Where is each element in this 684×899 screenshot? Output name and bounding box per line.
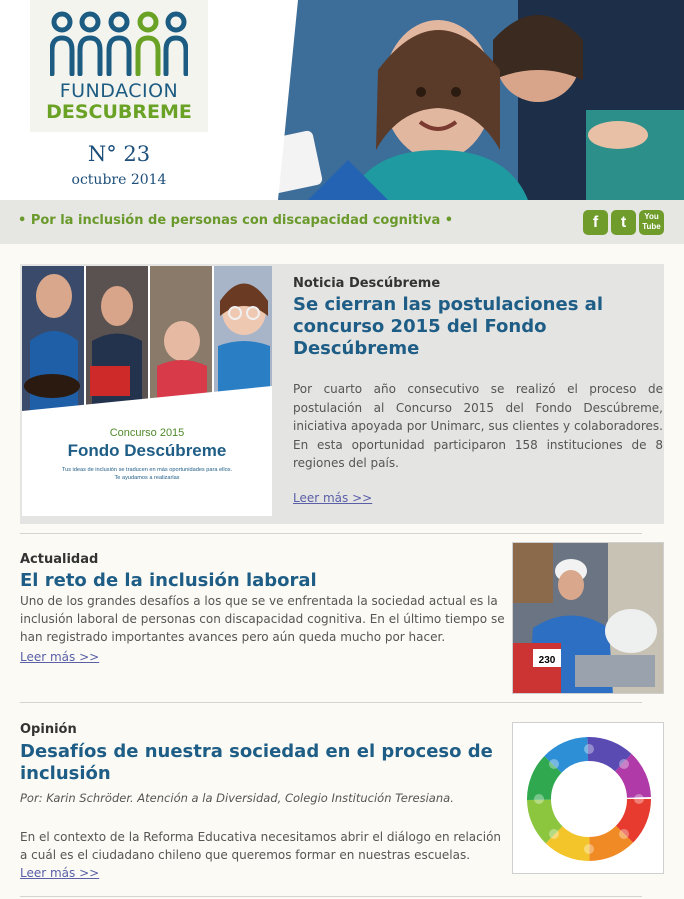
people-logo-icon — [50, 10, 188, 76]
youtube-text-tube: Tube — [642, 222, 661, 231]
article-2-text: En el contexto de la Reforma Educativa necesitamos abrir el diálogo en relación a cuál es el ciudadano chileno que queremos formar en nuestras escuelas. — [20, 830, 502, 862]
article-2-image[interactable] — [512, 722, 664, 874]
feature-image-caption-3: Tus ideas de inclusión se traducen en más oportunidades para ellos. — [61, 467, 233, 473]
feature-image-caption-1: Concurso 2015 — [109, 427, 185, 439]
youtube-icon[interactable] — [639, 210, 664, 235]
feature-read-more-link[interactable]: Leer más >> — [293, 491, 373, 505]
article-1-text: Uno de los grandes desafíos a los que se ve enfrentada la sociedad actual es la inclusión laboral de personas con discapacidad cognitiva. En el último tiempo se han registrado importantes avances pero aún queda mucho por hacer. — [20, 594, 505, 644]
twitter-icon[interactable]: t — [611, 210, 636, 235]
feature-article — [20, 264, 664, 524]
puzzle-ring-icon — [513, 723, 664, 874]
facebook-icon[interactable]: f — [583, 210, 608, 235]
issue-number: N° 23 — [87, 142, 151, 166]
header — [0, 0, 684, 200]
article-2-category: Opinión — [20, 722, 77, 737]
article-1-category: Actualidad — [20, 552, 99, 567]
divider — [20, 896, 642, 897]
article-1-title[interactable]: El reto de la inclusión laboral — [20, 570, 317, 591]
feature-image-caption-4: Te ayudamos a realizarlas — [114, 475, 180, 481]
hero-photo — [238, 0, 684, 200]
youtube-text-you: You — [644, 212, 659, 221]
feature-title[interactable]: Se cierran las postulaciones al concurso 2015 del Fondo Descúbreme — [293, 294, 603, 359]
article-1-read-more-link[interactable]: Leer más >> — [20, 650, 100, 664]
logo-text-fundacion: FUNDACION — [59, 80, 179, 102]
feature-category: Noticia Descúbreme — [293, 276, 441, 291]
logo[interactable] — [30, 0, 208, 132]
article-2-author: Por: Karin Schröder. Atención a la Diversidad, Colegio Institución Teresiana. — [20, 791, 454, 805]
article-1-image[interactable] — [512, 542, 664, 694]
article-1-image-price: 230 — [538, 655, 556, 666]
feature-text: Por cuarto año consecutivo se realizó el proceso de postulación al Concurso 2015 del Fondo Descúbreme, iniciativa apoyada por Unimarc, sus clientes y colaboradores. En esta oportunidad participaron 158 instituciones de 8 regiones del país. — [293, 382, 663, 470]
feature-image[interactable] — [22, 266, 272, 516]
issue-date: octubre 2014 — [71, 172, 167, 188]
feature-image-caption-2: Fondo Descúbreme — [67, 441, 227, 460]
divider — [20, 702, 642, 703]
article-2-title[interactable]: Desafíos de nuestra sociedad en el proceso de inclusión — [20, 741, 493, 784]
tagline: • Por la inclusión de personas con discapacidad cognitiva • — [18, 213, 454, 228]
tagline-band — [0, 200, 684, 244]
divider — [20, 533, 642, 534]
logo-text-descubreme: DESCUBREME — [46, 101, 192, 123]
article-2-read-more-link[interactable]: Leer más >> — [20, 866, 100, 880]
